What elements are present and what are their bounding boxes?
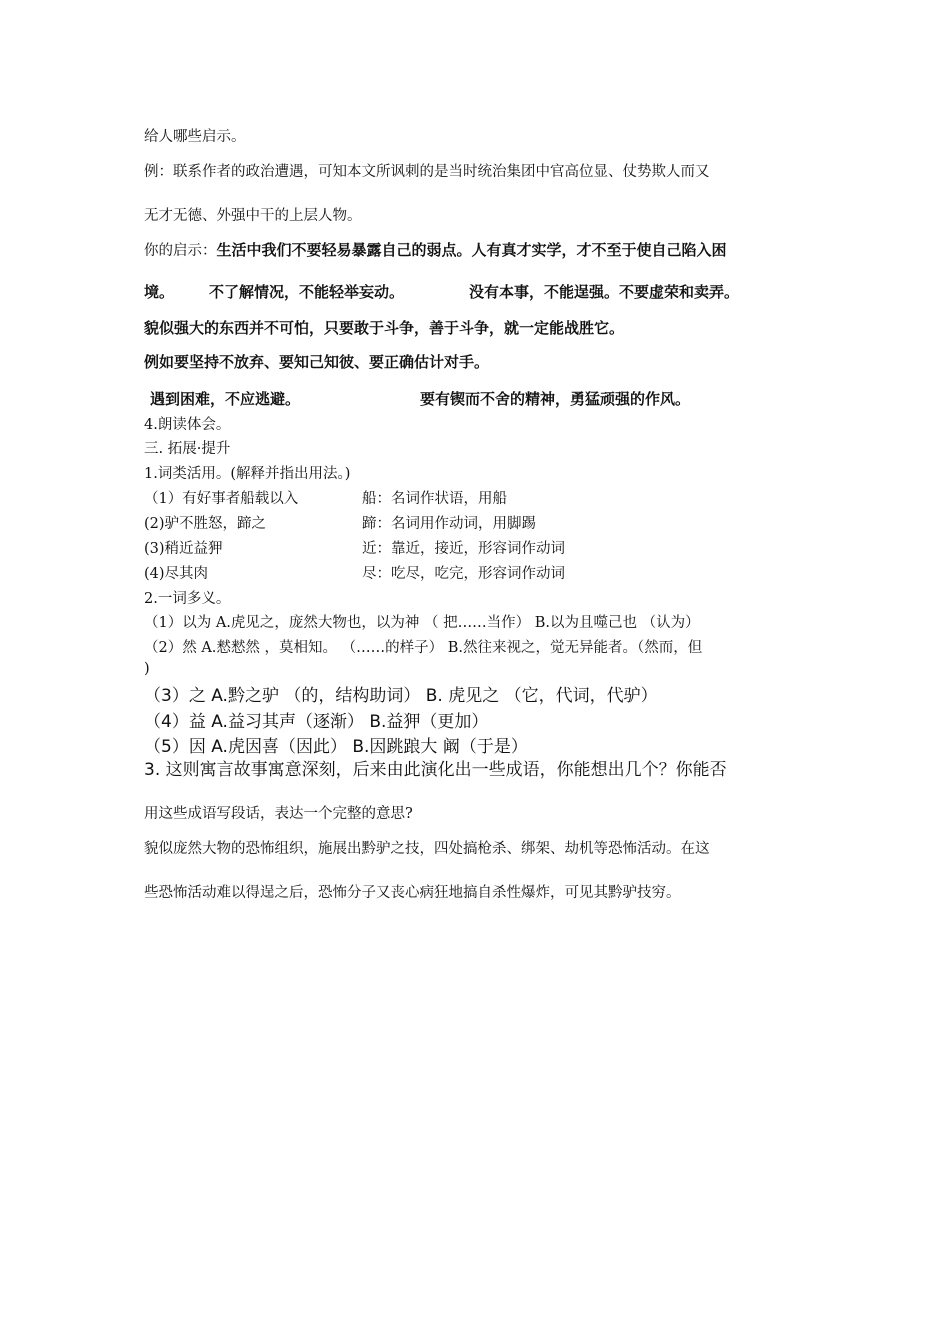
text-left: (3)稍近益狎 [144, 541, 223, 557]
text-line: 例：联系作者的政治遭遇，可知本文所讽刺的是当时统治集团中官高位显、仗势欺人而又 [144, 164, 710, 180]
text-line: 用这些成语写段话，表达一个完整的意思? [144, 806, 413, 822]
bold-text: 境。 [144, 283, 175, 301]
text-left: （1）有好事者船载以入 [144, 491, 299, 507]
bold-text: 要有锲而不舍的精神，勇猛顽强的作风。 [420, 390, 691, 408]
question-heading: 3. 这则寓言故事寓意深刻，后来由此演化出一些成语，你能想出几个？你能否 [144, 760, 727, 780]
text-line: 些恐怖活动难以得逞之后，恐怖分子又丧心病狂地搞自杀性爆炸，可见其黔驴技穷。 [144, 885, 681, 901]
bold-text: 没有本事，不能逞强。不要虚荣和卖弄。 [469, 283, 740, 301]
text-line: 无才无德、外强中干的上层人物。 [144, 208, 362, 224]
text-line: （5）因 A.虎因喜（因此） B.因跳踉大 阚（于是） [144, 737, 528, 757]
section-heading: 三. 拓展·提升 [144, 441, 231, 457]
text-line: 貌似强大的东西并不可怕，只要敢于斗争，善于斗争，就一定能战胜它。 [144, 319, 625, 337]
text-right: 船：名词作状语，用船 [362, 491, 507, 507]
text-right: 蹄：名词用作动词，用脚踢 [362, 516, 536, 532]
text-line: （4）益 A.益习其声（逐渐） B.益狎（更加） [144, 712, 489, 732]
text-left: (2)驴不胜怒，蹄之 [144, 516, 267, 532]
text-right: 尽：吃尽，吃完，形容词作动词 [362, 566, 565, 582]
bold-text: 遇到困难，不应逃避。 [150, 390, 301, 408]
text-line: 给人哪些启示。 [144, 129, 246, 145]
text-line [144, 515, 536, 533]
text-line [144, 565, 565, 583]
text-line: 貌似庞然大物的恐怖组织，施展出黔驴之技，四处搞枪杀、绑架、劫机等恐怖活动。在这 [144, 841, 710, 857]
bold-text: 生活中我们不要轻易暴露自己的弱点。人有真才实学，才不至于使自己陷入困 [216, 241, 727, 259]
text-right: 近：靠近，接近，形容词作动词 [362, 541, 565, 557]
text-line [144, 490, 507, 508]
text-line: 例如要坚持不放弃、要知己知彼、要正确估计对手。 [144, 353, 490, 371]
bold-text: 不了解情况，不能轻举妄动。 [209, 283, 405, 301]
text-line [144, 283, 740, 301]
label: 你的启示： [144, 243, 217, 259]
text-line: （2）然 A.慭慭然 ，莫相知。 （……的样子） B.然往来视之，觉无异能者。（然而，但 [144, 640, 703, 656]
text-line: ) [144, 661, 150, 677]
text-line: 1.词类活用。(解释并指出用法。) [144, 466, 351, 482]
text-line: （1）以为 A.虎见之，庞然大物也，以为神 （ 把……当作） B.以为且噬己也 （认为） [144, 615, 700, 631]
text-line: （3）之 A.黔之驴 （的，结构助词） B. 虎见之 （它，代词，代驴） [144, 686, 658, 706]
text-line: 2.一词多义。 [144, 591, 231, 607]
text-line [144, 241, 727, 260]
text-line [144, 540, 565, 558]
text-line: 4.朗读体会。 [144, 417, 231, 433]
text-left: (4)尽其肉 [144, 566, 209, 582]
